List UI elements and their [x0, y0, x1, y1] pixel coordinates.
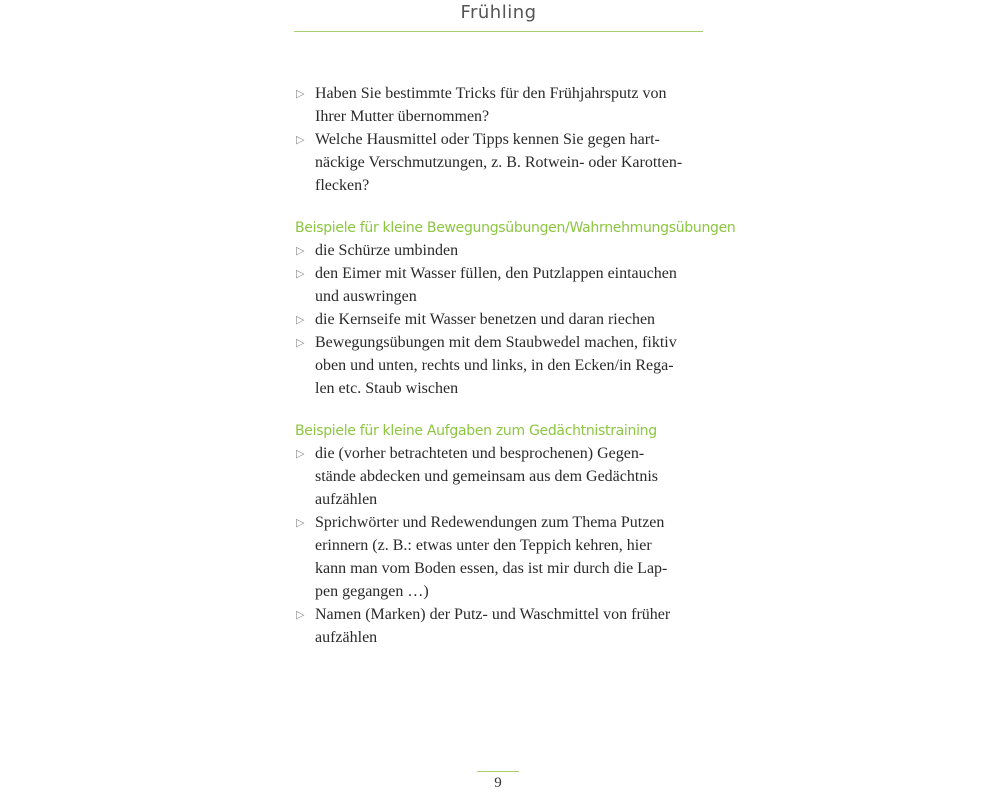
list-item: [295, 262, 703, 308]
movement-exercise-list: [295, 239, 703, 400]
header-rule: [294, 31, 703, 32]
list-item-line: pen gegangen …): [315, 583, 429, 600]
bullet-triangle-icon: ▷: [296, 447, 305, 460]
section-heading-movement: Beispiele für kleine Bewegungsübungen/Wahrnehmungsübungen: [295, 220, 736, 236]
list-item: [295, 128, 703, 197]
memory-task-list: [295, 442, 703, 649]
list-item: [295, 308, 703, 331]
intro-question-list: [295, 82, 703, 197]
list-item: [295, 603, 703, 649]
list-item-line: die (vorher betrachteten und besprochenen) Gegen-: [315, 445, 645, 462]
list-item-line: und auswringen: [315, 288, 417, 305]
footer-rule: [477, 771, 519, 772]
bullet-triangle-icon: ▷: [296, 336, 305, 349]
bullet-triangle-icon: ▷: [296, 87, 305, 100]
list-item: [295, 82, 703, 128]
list-item-line: Namen (Marken) der Putz- und Waschmittel von früher: [315, 606, 671, 623]
list-item-line: stände abdecken und gemeinsam aus dem Gedächtnis: [315, 468, 658, 485]
list-item: [295, 511, 703, 603]
bullet-triangle-icon: ▷: [296, 133, 305, 146]
list-item: [295, 331, 703, 400]
section-heading-memory: Beispiele für kleine Aufgaben zum Gedächtnistraining: [295, 423, 657, 439]
list-item-line: aufzählen: [315, 491, 378, 508]
list-item-line: die Kernseife mit Wasser benetzen und daran riechen: [315, 311, 656, 328]
list-item-line: kann man vom Boden essen, das ist mir durch die Lap-: [315, 560, 668, 577]
list-item-line: flecken?: [315, 177, 370, 194]
list-item-line: oben und unten, rechts und links, in den Ecken/in Rega-: [315, 357, 674, 374]
page-number: 9: [494, 775, 502, 791]
list-item-line: Welche Hausmittel oder Tipps kennen Sie gegen hart-: [315, 131, 660, 148]
list-item-line: Haben Sie bestimmte Tricks für den Frühjahrsputz von: [315, 85, 667, 102]
list-item-line: Sprichwörter und Redewendungen zum Thema Putzen: [315, 514, 665, 531]
running-header-title: Frühling: [460, 2, 537, 23]
list-item-line: len etc. Staub wischen: [315, 380, 459, 397]
list-item-line: Bewegungsübungen mit dem Staubwedel machen, fiktiv: [315, 334, 677, 351]
bullet-triangle-icon: ▷: [296, 516, 305, 529]
list-item-line: Ihrer Mutter übernommen?: [315, 108, 490, 125]
bullet-triangle-icon: ▷: [296, 608, 305, 621]
list-item-line: den Eimer mit Wasser füllen, den Putzlappen eintauchen: [315, 265, 677, 282]
bullet-triangle-icon: ▷: [296, 313, 305, 326]
list-item: [295, 239, 703, 262]
page-content: [295, 82, 736, 649]
bullet-triangle-icon: ▷: [296, 267, 305, 280]
list-item-line: die Schürze umbinden: [315, 242, 459, 259]
list-item-line: aufzählen: [315, 629, 378, 646]
bullet-triangle-icon: ▷: [296, 244, 305, 257]
list-item-line: erinnern (z. B.: etwas unter den Teppich kehren, hier: [315, 537, 652, 554]
list-item-line: näckige Verschmutzungen, z. B. Rotwein- oder Karotten-: [315, 154, 683, 171]
list-item: [295, 442, 703, 511]
